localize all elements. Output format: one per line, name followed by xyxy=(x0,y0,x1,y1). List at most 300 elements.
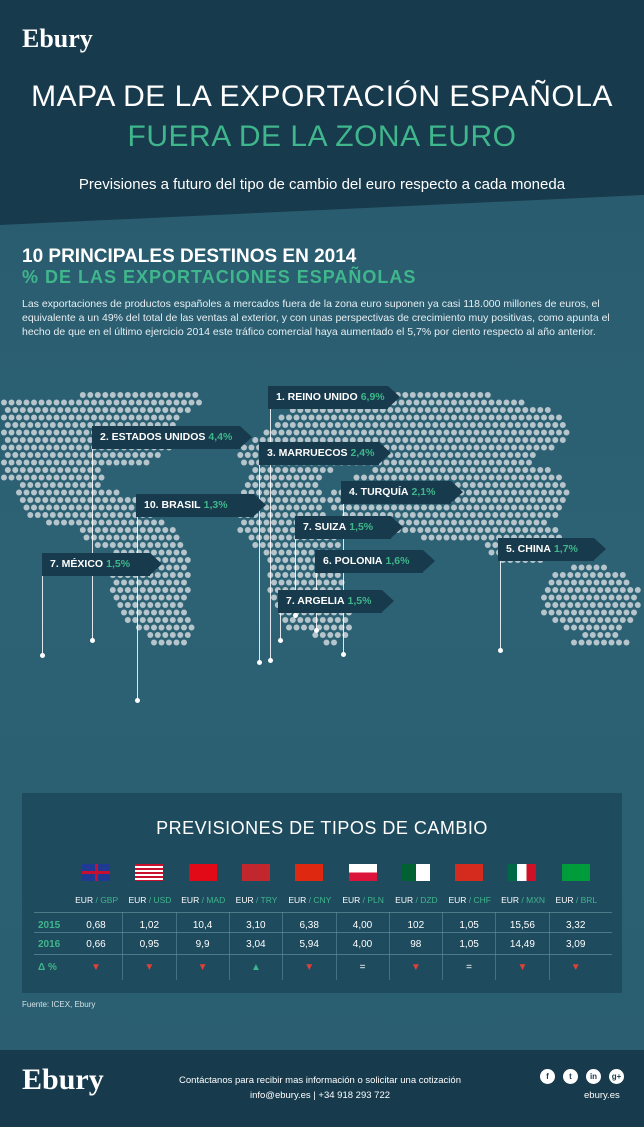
map-dot xyxy=(335,497,341,503)
map-dot xyxy=(39,430,45,436)
map-dot xyxy=(582,587,588,593)
map-dot xyxy=(177,542,183,548)
map-dot xyxy=(530,497,536,503)
map-dot xyxy=(425,467,431,473)
trend-up-icon: ▲ xyxy=(250,962,261,973)
map-dot xyxy=(12,422,18,428)
map-dot xyxy=(534,415,540,421)
map-dot xyxy=(5,452,11,458)
map-dot xyxy=(552,512,558,518)
map-dot xyxy=(91,400,97,406)
map-dot xyxy=(155,527,161,533)
map-dot xyxy=(346,430,352,436)
map-dot xyxy=(181,640,187,646)
map-dot xyxy=(609,580,615,586)
map-dot xyxy=(65,422,71,428)
map-dot xyxy=(20,452,26,458)
map-dot xyxy=(16,475,22,481)
column-divider xyxy=(176,912,177,980)
map-dot xyxy=(144,535,150,541)
map-dot xyxy=(50,467,56,473)
map-dot xyxy=(159,520,165,526)
map-dot xyxy=(99,400,105,406)
map-dot xyxy=(170,392,176,398)
map-dot xyxy=(286,430,292,436)
map-dot xyxy=(331,430,337,436)
map-dot xyxy=(114,595,120,601)
linkedin-icon[interactable]: in xyxy=(586,1069,601,1084)
map-dot xyxy=(414,415,420,421)
map-dot xyxy=(327,632,333,638)
map-dot xyxy=(147,632,153,638)
map-dot xyxy=(35,407,41,413)
map-dot xyxy=(429,445,435,451)
map-dot xyxy=(436,445,442,451)
map-dot xyxy=(410,512,416,518)
map-dot xyxy=(447,512,453,518)
map-dot xyxy=(129,520,135,526)
map-dot xyxy=(80,437,86,443)
map-dot xyxy=(39,505,45,511)
map-dot xyxy=(500,437,506,443)
map-dot xyxy=(492,512,498,518)
destination-percent: 2,4% xyxy=(350,447,375,459)
map-dot xyxy=(421,415,427,421)
map-dot xyxy=(451,400,457,406)
map-dot xyxy=(84,490,90,496)
map-dot xyxy=(631,610,637,616)
map-dot xyxy=(459,430,465,436)
map-dot xyxy=(429,400,435,406)
map-dot xyxy=(57,482,63,488)
map-dot xyxy=(27,422,33,428)
map-dot xyxy=(500,512,506,518)
map-dot xyxy=(114,535,120,541)
map-dot xyxy=(571,640,577,646)
map-dot xyxy=(354,430,360,436)
map-dot xyxy=(117,587,123,593)
map-dot xyxy=(462,407,468,413)
website-link[interactable]: ebury.es xyxy=(584,1090,620,1101)
trend-down-icon: ▼ xyxy=(91,962,101,973)
map-dot xyxy=(297,617,303,623)
map-dot xyxy=(309,505,315,511)
source-note: Fuente: ICEX, Ebury xyxy=(22,1000,96,1009)
map-dot xyxy=(271,565,277,571)
map-dot xyxy=(69,415,75,421)
map-dot xyxy=(290,497,296,503)
map-dot xyxy=(530,482,536,488)
map-dot xyxy=(282,422,288,428)
map-dot xyxy=(42,422,48,428)
row-divider xyxy=(34,954,612,955)
map-dot xyxy=(586,565,592,571)
map-dot xyxy=(1,430,7,436)
rate-v2016: 9,9 xyxy=(195,939,210,950)
map-dot xyxy=(31,475,37,481)
footer-logo[interactable]: Ebury xyxy=(22,1063,104,1096)
map-dot xyxy=(440,392,446,398)
map-dot xyxy=(549,445,555,451)
rate-v2015: 6,38 xyxy=(299,920,319,931)
map-dot xyxy=(575,587,581,593)
map-dot xyxy=(320,467,326,473)
map-dot xyxy=(440,467,446,473)
map-dot xyxy=(297,482,303,488)
map-dot xyxy=(99,475,105,481)
map-dot xyxy=(144,580,150,586)
map-dot xyxy=(305,482,311,488)
map-dot xyxy=(612,632,618,638)
map-dot xyxy=(605,602,611,608)
map-dot xyxy=(417,512,423,518)
map-dot xyxy=(271,595,277,601)
map-dot xyxy=(61,505,67,511)
destination-pin xyxy=(257,660,262,665)
map-dot xyxy=(470,512,476,518)
map-dot xyxy=(519,505,525,511)
map-dot xyxy=(560,602,566,608)
map-dot xyxy=(162,527,168,533)
map-dot xyxy=(76,505,82,511)
map-dot xyxy=(466,520,472,526)
map-dot xyxy=(402,452,408,458)
map-dot xyxy=(50,452,56,458)
map-dot xyxy=(301,430,307,436)
map-dot xyxy=(42,497,48,503)
map-dot xyxy=(522,467,528,473)
map-dot xyxy=(95,467,101,473)
map-dot xyxy=(474,415,480,421)
map-dot xyxy=(301,580,307,586)
googleplus-icon[interactable]: g+ xyxy=(609,1069,624,1084)
morocco-flag-icon xyxy=(242,864,270,881)
map-dot xyxy=(147,407,153,413)
map-dot xyxy=(586,610,592,616)
map-dot xyxy=(309,580,315,586)
map-dot xyxy=(76,430,82,436)
map-dot xyxy=(444,505,450,511)
column-divider xyxy=(282,912,283,980)
map-dot xyxy=(425,527,431,533)
map-dot xyxy=(376,475,382,481)
map-dot xyxy=(249,460,255,466)
map-dot xyxy=(20,422,26,428)
map-dot xyxy=(402,437,408,443)
map-dot xyxy=(279,520,285,526)
map-dot xyxy=(481,400,487,406)
contact-line-2[interactable]: info@ebury.es | +34 918 293 722 xyxy=(249,1090,391,1101)
map-dot xyxy=(481,445,487,451)
map-dot xyxy=(110,452,116,458)
map-dot xyxy=(301,475,307,481)
map-dot xyxy=(575,602,581,608)
map-dot xyxy=(155,632,161,638)
map-dot xyxy=(376,505,382,511)
currency-pair xyxy=(70,895,123,905)
map-dot xyxy=(125,602,131,608)
map-dot xyxy=(391,460,397,466)
destination-pin xyxy=(293,613,298,618)
map-dot xyxy=(125,392,131,398)
map-dot xyxy=(159,400,165,406)
map-dot xyxy=(567,587,573,593)
map-dot xyxy=(447,392,453,398)
map-dot xyxy=(609,625,615,631)
map-dot xyxy=(114,520,120,526)
currency-base: EUR xyxy=(288,895,307,905)
map-dot xyxy=(537,407,543,413)
map-dot xyxy=(54,475,60,481)
map-dot xyxy=(132,407,138,413)
map-dot xyxy=(264,535,270,541)
map-dot xyxy=(114,415,120,421)
map-dot xyxy=(294,415,300,421)
destination-percent: 1,3% xyxy=(203,499,228,511)
map-dot xyxy=(462,482,468,488)
map-dot xyxy=(320,617,326,623)
map-dot xyxy=(357,422,363,428)
map-dot xyxy=(140,602,146,608)
map-dot xyxy=(436,520,442,526)
map-dot xyxy=(511,460,517,466)
map-dot xyxy=(166,610,172,616)
pair-separator: / xyxy=(93,895,101,905)
map-dot xyxy=(5,407,11,413)
map-dot xyxy=(162,587,168,593)
pair-separator: / xyxy=(466,895,474,905)
map-dot xyxy=(114,490,120,496)
map-dot xyxy=(252,467,258,473)
map-dot xyxy=(616,610,622,616)
rate-v2016: 0,95 xyxy=(139,939,160,950)
rate-v2016: 4,00 xyxy=(352,939,373,950)
map-dot xyxy=(444,520,450,526)
map-dot xyxy=(140,527,146,533)
map-dot xyxy=(455,437,461,443)
map-dot xyxy=(470,422,476,428)
rate-v2016: 98 xyxy=(410,939,422,950)
map-dot xyxy=(492,482,498,488)
currency-base: EUR xyxy=(181,895,200,905)
map-dot xyxy=(552,482,558,488)
map-dot xyxy=(309,475,315,481)
map-dot xyxy=(181,565,187,571)
map-dot xyxy=(102,542,108,548)
us-flag-icon xyxy=(135,864,163,881)
map-dot xyxy=(511,400,517,406)
map-dot xyxy=(485,467,491,473)
map-dot xyxy=(410,437,416,443)
map-dot xyxy=(61,460,67,466)
map-dot xyxy=(260,467,266,473)
map-dot xyxy=(181,625,187,631)
china-flag-icon xyxy=(295,864,323,881)
map-dot xyxy=(507,407,513,413)
map-dot xyxy=(155,392,161,398)
rate-v2016: 0,66 xyxy=(86,939,106,950)
map-dot xyxy=(612,587,618,593)
facebook-icon[interactable]: f xyxy=(540,1069,555,1084)
map-dot xyxy=(489,445,495,451)
map-dot xyxy=(42,452,48,458)
map-dot xyxy=(470,407,476,413)
map-dot xyxy=(95,407,101,413)
map-dot xyxy=(174,535,180,541)
map-dot xyxy=(597,572,603,578)
map-dot xyxy=(275,512,281,518)
map-dot xyxy=(286,550,292,556)
map-dot xyxy=(294,490,300,496)
map-dot xyxy=(76,490,82,496)
rate-v2016: 5,94 xyxy=(299,939,319,950)
contact-info xyxy=(150,1073,490,1103)
map-dot xyxy=(545,497,551,503)
map-dot xyxy=(530,527,536,533)
map-dot xyxy=(620,617,626,623)
map-dot xyxy=(545,482,551,488)
destination-tag xyxy=(498,538,594,561)
map-dot xyxy=(5,437,11,443)
map-dot xyxy=(121,610,127,616)
column-divider xyxy=(229,912,230,980)
map-dot xyxy=(57,407,63,413)
rate-v2015: 3,32 xyxy=(565,920,586,931)
map-dot xyxy=(526,445,532,451)
currency-pair xyxy=(496,895,549,905)
map-dot xyxy=(462,467,468,473)
map-dot xyxy=(519,520,525,526)
map-dot xyxy=(552,617,558,623)
map-dot xyxy=(496,460,502,466)
map-dot xyxy=(447,407,453,413)
map-dot xyxy=(560,572,566,578)
destination-tag xyxy=(42,553,150,576)
destination-label: 7. SUIZA xyxy=(303,521,347,533)
map-dot xyxy=(395,422,401,428)
map-dot xyxy=(31,430,37,436)
map-dot xyxy=(275,557,281,563)
map-dot xyxy=(556,595,562,601)
map-dot xyxy=(511,490,517,496)
currency-quote: MAD xyxy=(206,895,226,905)
map-dot xyxy=(27,482,33,488)
map-dot xyxy=(155,452,161,458)
map-dot xyxy=(466,430,472,436)
map-dot xyxy=(545,422,551,428)
map-dot xyxy=(530,422,536,428)
map-dot xyxy=(451,475,457,481)
map-dot xyxy=(69,475,75,481)
map-dot xyxy=(252,527,258,533)
map-dot xyxy=(24,400,30,406)
map-dot xyxy=(354,475,360,481)
map-dot xyxy=(466,490,472,496)
map-dot xyxy=(50,497,56,503)
twitter-icon[interactable]: t xyxy=(563,1069,578,1084)
map-dot xyxy=(522,437,528,443)
map-dot xyxy=(556,415,562,421)
map-dot xyxy=(260,542,266,548)
map-dot xyxy=(444,475,450,481)
currency-pair xyxy=(230,895,283,905)
map-dot xyxy=(42,467,48,473)
map-dot xyxy=(309,565,315,571)
map-dot xyxy=(455,422,461,428)
map-dot xyxy=(534,520,540,526)
map-dot xyxy=(552,527,558,533)
map-dot xyxy=(57,512,63,518)
map-dot xyxy=(106,490,112,496)
map-dot xyxy=(556,430,562,436)
map-dot xyxy=(50,407,56,413)
map-dot xyxy=(601,565,607,571)
currency-base: EUR xyxy=(448,895,467,905)
map-dot xyxy=(65,512,71,518)
map-dot xyxy=(324,640,330,646)
map-dot xyxy=(39,490,45,496)
brand-logo[interactable]: Ebury xyxy=(22,24,93,53)
map-dot xyxy=(61,400,67,406)
map-dot xyxy=(42,512,48,518)
map-dot xyxy=(54,430,60,436)
map-dot xyxy=(144,460,150,466)
map-dot xyxy=(121,580,127,586)
map-dot xyxy=(46,445,52,451)
map-dot xyxy=(590,602,596,608)
map-dot xyxy=(76,460,82,466)
map-dot xyxy=(556,490,562,496)
map-dot xyxy=(624,595,630,601)
map-dot xyxy=(564,595,570,601)
map-dot xyxy=(42,482,48,488)
map-dot xyxy=(121,535,127,541)
brazil-flag-icon xyxy=(562,864,590,881)
map-dot xyxy=(417,437,423,443)
map-dot xyxy=(552,437,558,443)
map-dot xyxy=(579,610,585,616)
map-dot xyxy=(151,610,157,616)
map-dot xyxy=(522,452,528,458)
map-dot xyxy=(492,407,498,413)
destination-tag xyxy=(136,494,254,517)
map-dot xyxy=(102,452,108,458)
destination-label: 1. REINO UNIDO xyxy=(276,391,358,403)
map-dot xyxy=(170,572,176,578)
map-dot xyxy=(567,602,573,608)
map-dot xyxy=(369,415,375,421)
map-dot xyxy=(57,497,63,503)
map-dot xyxy=(121,415,127,421)
map-dot xyxy=(556,610,562,616)
map-dot xyxy=(99,415,105,421)
map-dot xyxy=(166,550,172,556)
map-dot xyxy=(61,475,67,481)
map-dot xyxy=(16,490,22,496)
map-dot xyxy=(451,520,457,526)
map-dot xyxy=(530,452,536,458)
map-dot xyxy=(612,617,618,623)
map-dot xyxy=(237,527,243,533)
map-dot xyxy=(57,452,63,458)
map-dot xyxy=(110,512,116,518)
map-dot xyxy=(466,535,472,541)
map-dot xyxy=(279,565,285,571)
map-dot xyxy=(76,415,82,421)
map-dot xyxy=(162,572,168,578)
map-dot xyxy=(594,580,600,586)
map-dot xyxy=(601,610,607,616)
